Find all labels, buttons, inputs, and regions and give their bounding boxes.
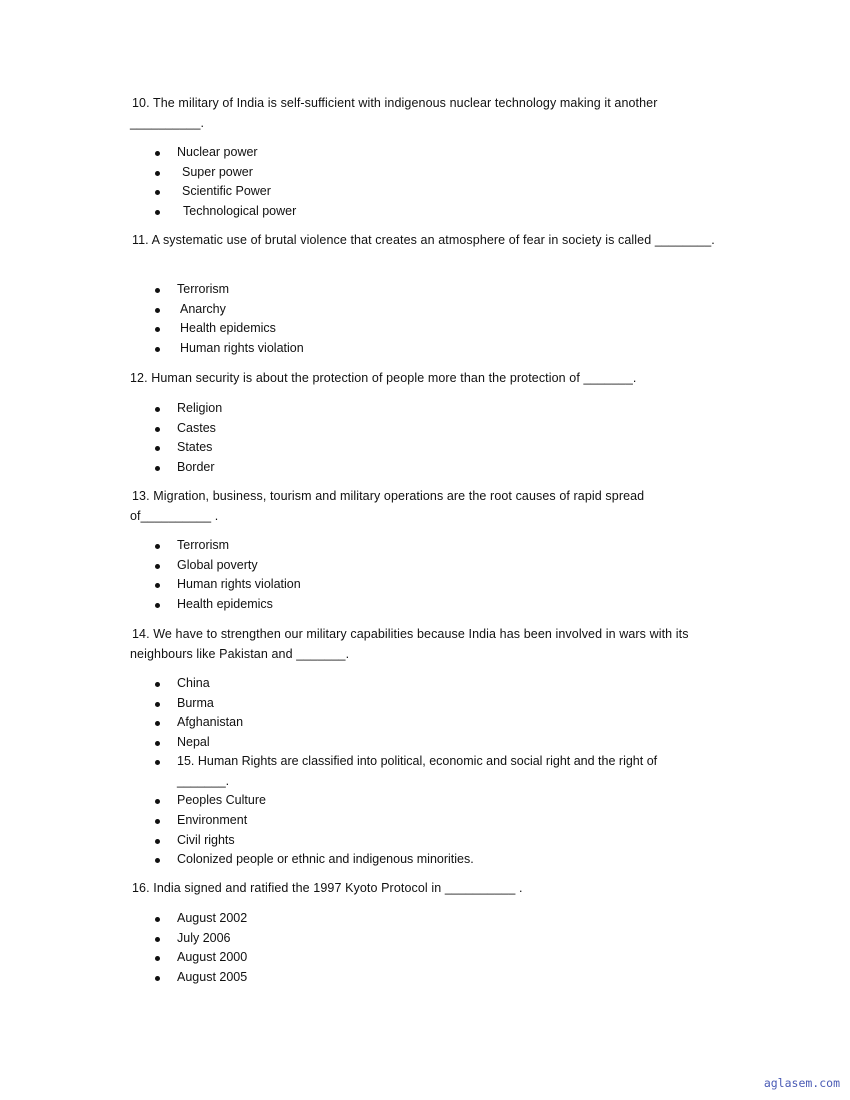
bullet-icon [155, 799, 160, 804]
question-14: 14. We have to strengthen our military capabilities because India has been involved in wars with its neighbours like Pakistan and _______. [130, 627, 689, 661]
bullet-icon [155, 564, 160, 569]
bullet-icon [155, 819, 160, 824]
bullet-icon [155, 407, 160, 412]
bullet-icon [155, 308, 160, 313]
bullet-icon [155, 190, 160, 195]
question-13: 13. Migration, business, tourism and military operations are the root causes of rapid spread of__________ . [130, 489, 645, 523]
bullet-icon [155, 347, 160, 352]
bullet-icon [155, 839, 160, 844]
question-11: 11. A systematic use of brutal violence that creates an atmosphere of fear in society is called ________. [132, 233, 715, 247]
question-12: 12. Human security is about the protection of people more than the protection of _______. [130, 371, 637, 385]
bullet-icon [155, 583, 160, 588]
bullet-icon [155, 446, 160, 451]
footer-site-link[interactable]: aglasem.com [763, 1076, 840, 1090]
bullet-icon [155, 466, 160, 471]
bullet-icon [155, 741, 160, 746]
bullet-icon [155, 171, 160, 176]
bullet-icon [155, 858, 160, 863]
bullet-icon [155, 956, 160, 961]
bullet-icon [155, 544, 160, 549]
bullet-icon [155, 760, 160, 765]
question-16: 16. India signed and ratified the 1997 Kyoto Protocol in __________ . [132, 881, 523, 895]
bullet-icon [155, 682, 160, 687]
bullet-icon [155, 210, 160, 215]
bullet-icon [155, 721, 160, 726]
bullet-icon [155, 151, 160, 156]
bullet-icon [155, 917, 160, 922]
bullet-icon [155, 427, 160, 432]
bullet-icon [155, 603, 160, 608]
bullet-icon [155, 702, 160, 707]
bullet-icon [155, 976, 160, 981]
question-10: 10. The military of India is self-sufficient with indigenous nuclear technology making it another __________. [130, 96, 658, 130]
bullet-icon [155, 937, 160, 942]
bullet-icon [155, 327, 160, 332]
bullet-icon [155, 288, 160, 293]
